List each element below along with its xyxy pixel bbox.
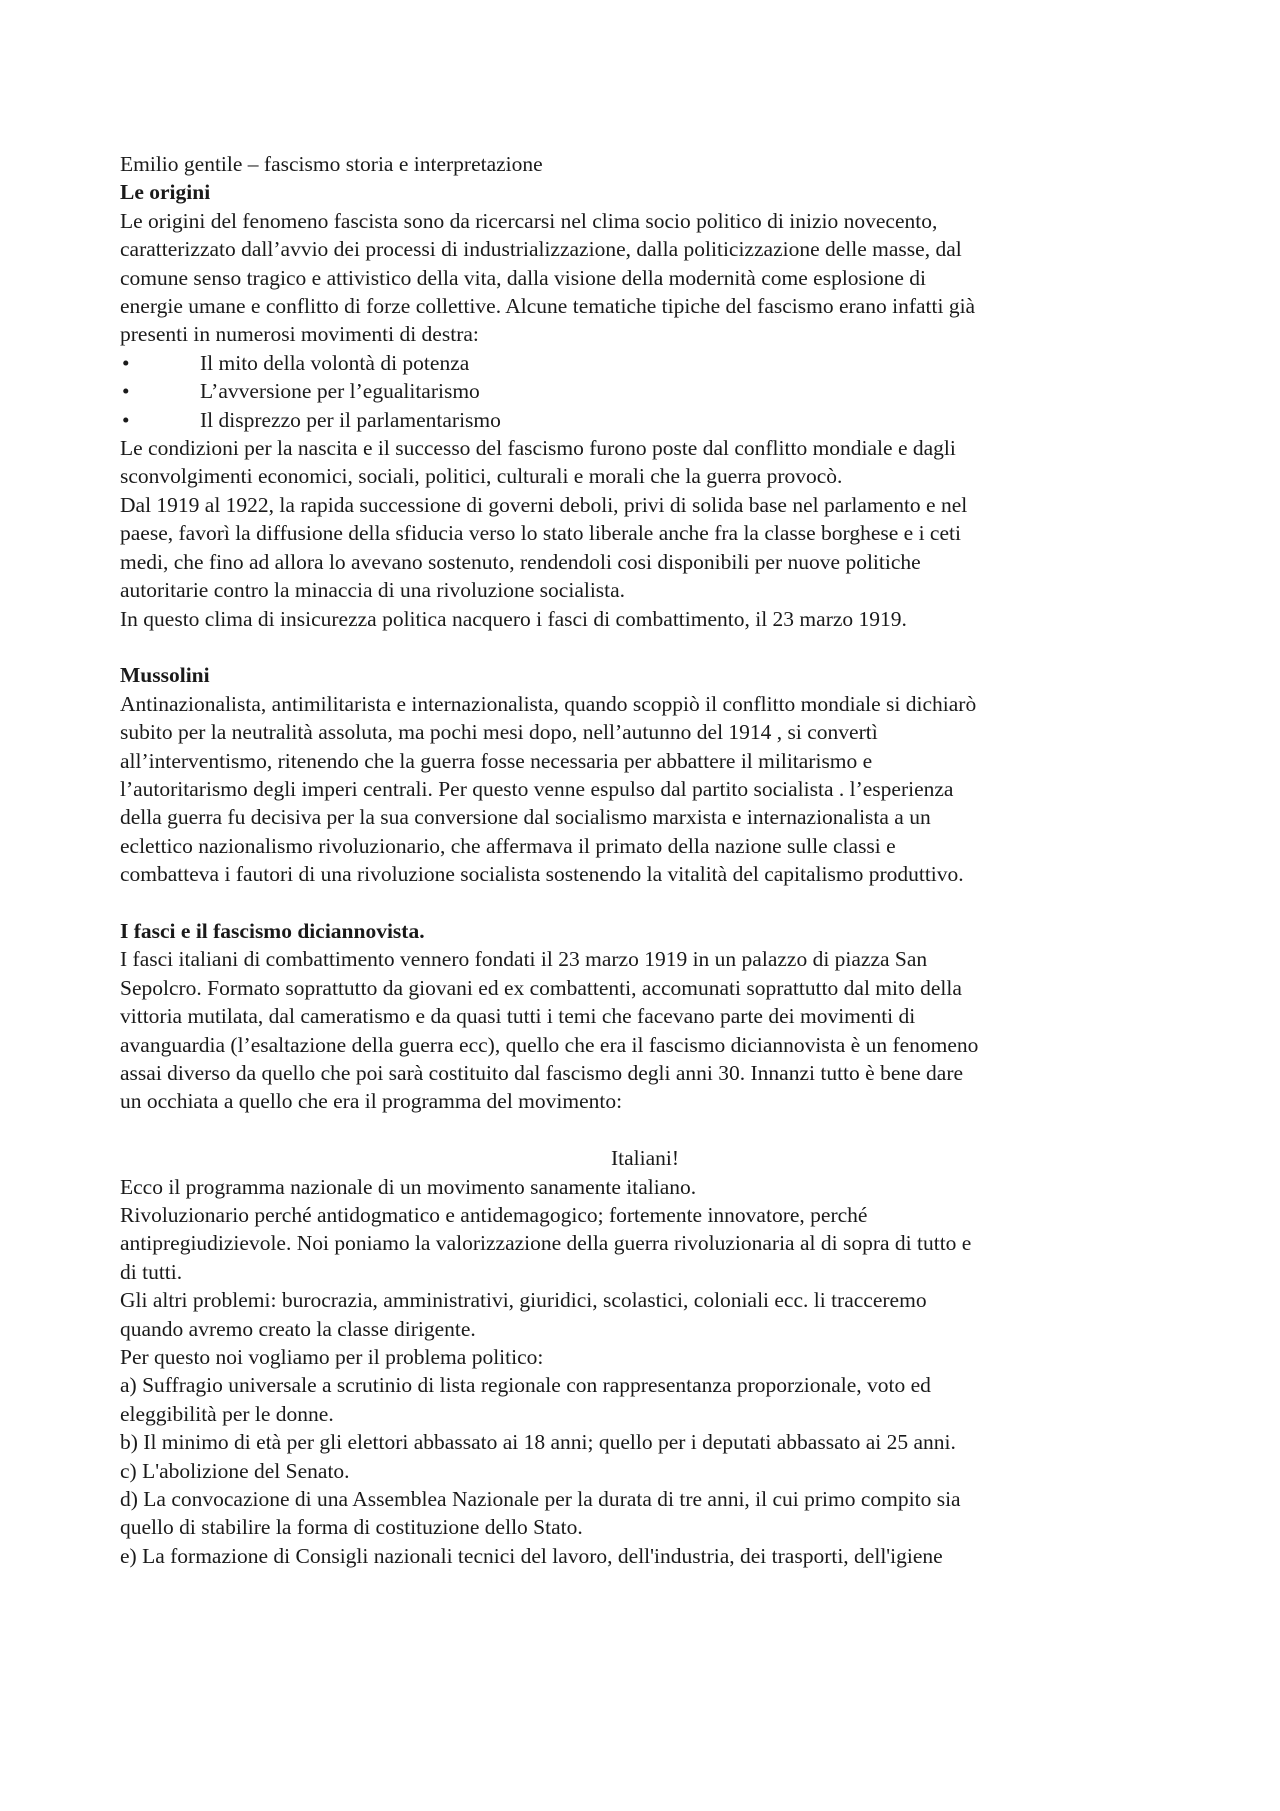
text-line: all’interventismo, ritenendo che la guerra fosse necessaria per abbattere il militarismo e (120, 748, 873, 773)
list-item (120, 349, 1170, 377)
text-line: avanguardia (l’esaltazione della guerra ecc), quello che era il fascismo diciannovista è un fenomeno (120, 1032, 979, 1057)
list-item (120, 377, 1170, 405)
list-item-text: Il disprezzo per il parlamentarismo (200, 407, 501, 432)
text-line: Dal 1919 al 1922, la rapida successione di governi deboli, privi di solida base nel parlamento e nel (120, 492, 968, 517)
document-page (120, 150, 1170, 1570)
text-line: e) La formazione di Consigli nazionali tecnici del lavoro, dell'industria, dei trasporti, dell'igiene (120, 1543, 943, 1568)
blank-line (120, 1116, 1170, 1144)
paragraph-origini-intro (120, 207, 1170, 349)
section-heading-fasci: I fasci e il fascismo diciannovista. (120, 918, 425, 943)
text-line: un occhiata a quello che era il programma del movimento: (120, 1089, 623, 1114)
text-line: sconvolgimenti economici, sociali, politici, culturali e morali che la guerra provocò. (120, 464, 843, 489)
text-line: autoritarie contro la minaccia di una rivoluzione socialista. (120, 578, 626, 603)
paragraph-origini-conditions (120, 434, 1170, 491)
text-line: quello di stabilire la forma di costituzione dello Stato. (120, 1515, 583, 1540)
text-line: assai diverso da quello che poi sarà costituito dal fascismo degli anni 30. Innanzi tutto è bene dare (120, 1060, 964, 1085)
text-line: presenti in numerosi movimenti di destra: (120, 322, 479, 347)
blank-line (120, 889, 1170, 917)
paragraph-origini-1919-1922 (120, 491, 1170, 605)
text-line: Le origini del fenomeno fascista sono da ricercarsi nel clima socio politico di inizio novecento, (120, 208, 938, 233)
text-line: Rivoluzionario perché antidogmatico e antidemagogico; fortemente innovatore, perché (120, 1202, 868, 1227)
text-line: Gli altri problemi: burocrazia, amministrativi, giuridici, scolastici, coloniali ecc. li tracceremo (120, 1288, 927, 1313)
text-line: quando avremo creato la classe dirigente. (120, 1316, 476, 1341)
paragraph-origini-fasci (120, 605, 1170, 633)
text-line: c) L'abolizione del Senato. (120, 1458, 350, 1483)
bullet-icon: • (122, 379, 130, 404)
text-line: d) La convocazione di una Assemblea Nazionale per la durata di tre anni, il cui primo compito sia (120, 1487, 961, 1512)
document-title: Emilio gentile – fascismo storia e interpretazione (120, 152, 543, 176)
text-line: comune senso tragico e attivistico della vita, dalla visione della modernità come esplosione di (120, 265, 927, 290)
text-line: eleggibilità per le donne. (120, 1401, 334, 1426)
text-line: vittoria mutilata, dal cameratismo e da quasi tutti i temi che facevano parte dei movimenti di (120, 1004, 916, 1029)
bullet-list (120, 349, 1170, 434)
text-line: l’autoritarismo degli imperi centrali. Per questo venne espulso dal partito socialista . l’esperienza (120, 776, 954, 801)
text-line: In questo clima di insicurezza politica nacquero i fasci di combattimento, il 23 marzo 1919. (120, 606, 907, 631)
text-line: caratterizzato dall’avvio dei processi di industrializzazione, dalla politicizzazione delle masse, dal (120, 237, 962, 262)
text-line: energie umane e conflitto di forze collettive. Alcune tematiche tipiche del fascismo erano infatti già (120, 294, 976, 319)
text-line: antipregiudizievole. Noi poniamo la valorizzazione della guerra rivoluzionaria al di sopra di tutto e (120, 1231, 972, 1256)
text-line: I fasci italiani di combattimento vennero fondati il 23 marzo 1919 in un palazzo di piazza San (120, 947, 928, 972)
list-item-text: Il mito della volontà di potenza (200, 350, 470, 375)
bullet-icon: • (122, 350, 130, 375)
text-line: della guerra fu decisiva per la sua conversione dal socialismo marxista e internazionalista a un (120, 805, 931, 830)
text-line: Sepolcro. Formato soprattutto da giovani ed ex combattenti, accomunati soprattutto dal mito della (120, 975, 962, 1000)
section-heading-mussolini: Mussolini (120, 663, 210, 688)
bullet-icon: • (122, 407, 130, 432)
text-line: b) Il minimo di età per gli elettori abbassato ai 18 anni; quello per i deputati abbassato ai 25 anni. (120, 1430, 956, 1455)
program-title: Italiani! (610, 1146, 680, 1171)
text-line: eclettico nazionalismo rivoluzionario, che affermava il primato della nazione sulle classi e (120, 833, 896, 858)
text-line: di tutti. (120, 1259, 183, 1284)
text-line: combatteva i fautori di una rivoluzione socialista sostenendo la vitalità del capitalismo produttivo. (120, 862, 964, 887)
list-item (120, 406, 1170, 434)
text-line: paese, favorì la diffusione della sfiducia verso lo stato liberale anche fra la classe borghese e i ceti (120, 521, 961, 546)
list-item-text: L’avversione per l’egualitarismo (200, 379, 480, 404)
text-line: a) Suffragio universale a scrutinio di lista regionale con rappresentanza proporzionale, voto ed (120, 1373, 931, 1398)
text-line: subito per la neutralità assoluta, ma pochi mesi dopo, nell’autunno del 1914 , si convertì (120, 720, 878, 745)
paragraph-fasci (120, 945, 1170, 1115)
section-heading-origini: Le origini (120, 180, 211, 205)
text-line: medi, che fino ad allora lo avevano sostenuto, rendendoli cosi disponibili per nuove politiche (120, 549, 921, 574)
text-line: Le condizioni per la nascita e il successo del fascismo furono poste dal conflitto mondiale e dagli (120, 436, 956, 461)
blank-line (120, 633, 1170, 661)
paragraph-mussolini (120, 690, 1170, 889)
text-line: Ecco il programma nazionale di un movimento sanamente italiano. (120, 1174, 697, 1199)
text-line: Antinazionalista, antimilitarista e internazionalista, quando scoppiò il conflitto mondiale si dichiarò (120, 691, 977, 716)
program-text (120, 1173, 1170, 1571)
text-line: Per questo noi vogliamo per il problema politico: (120, 1345, 544, 1370)
